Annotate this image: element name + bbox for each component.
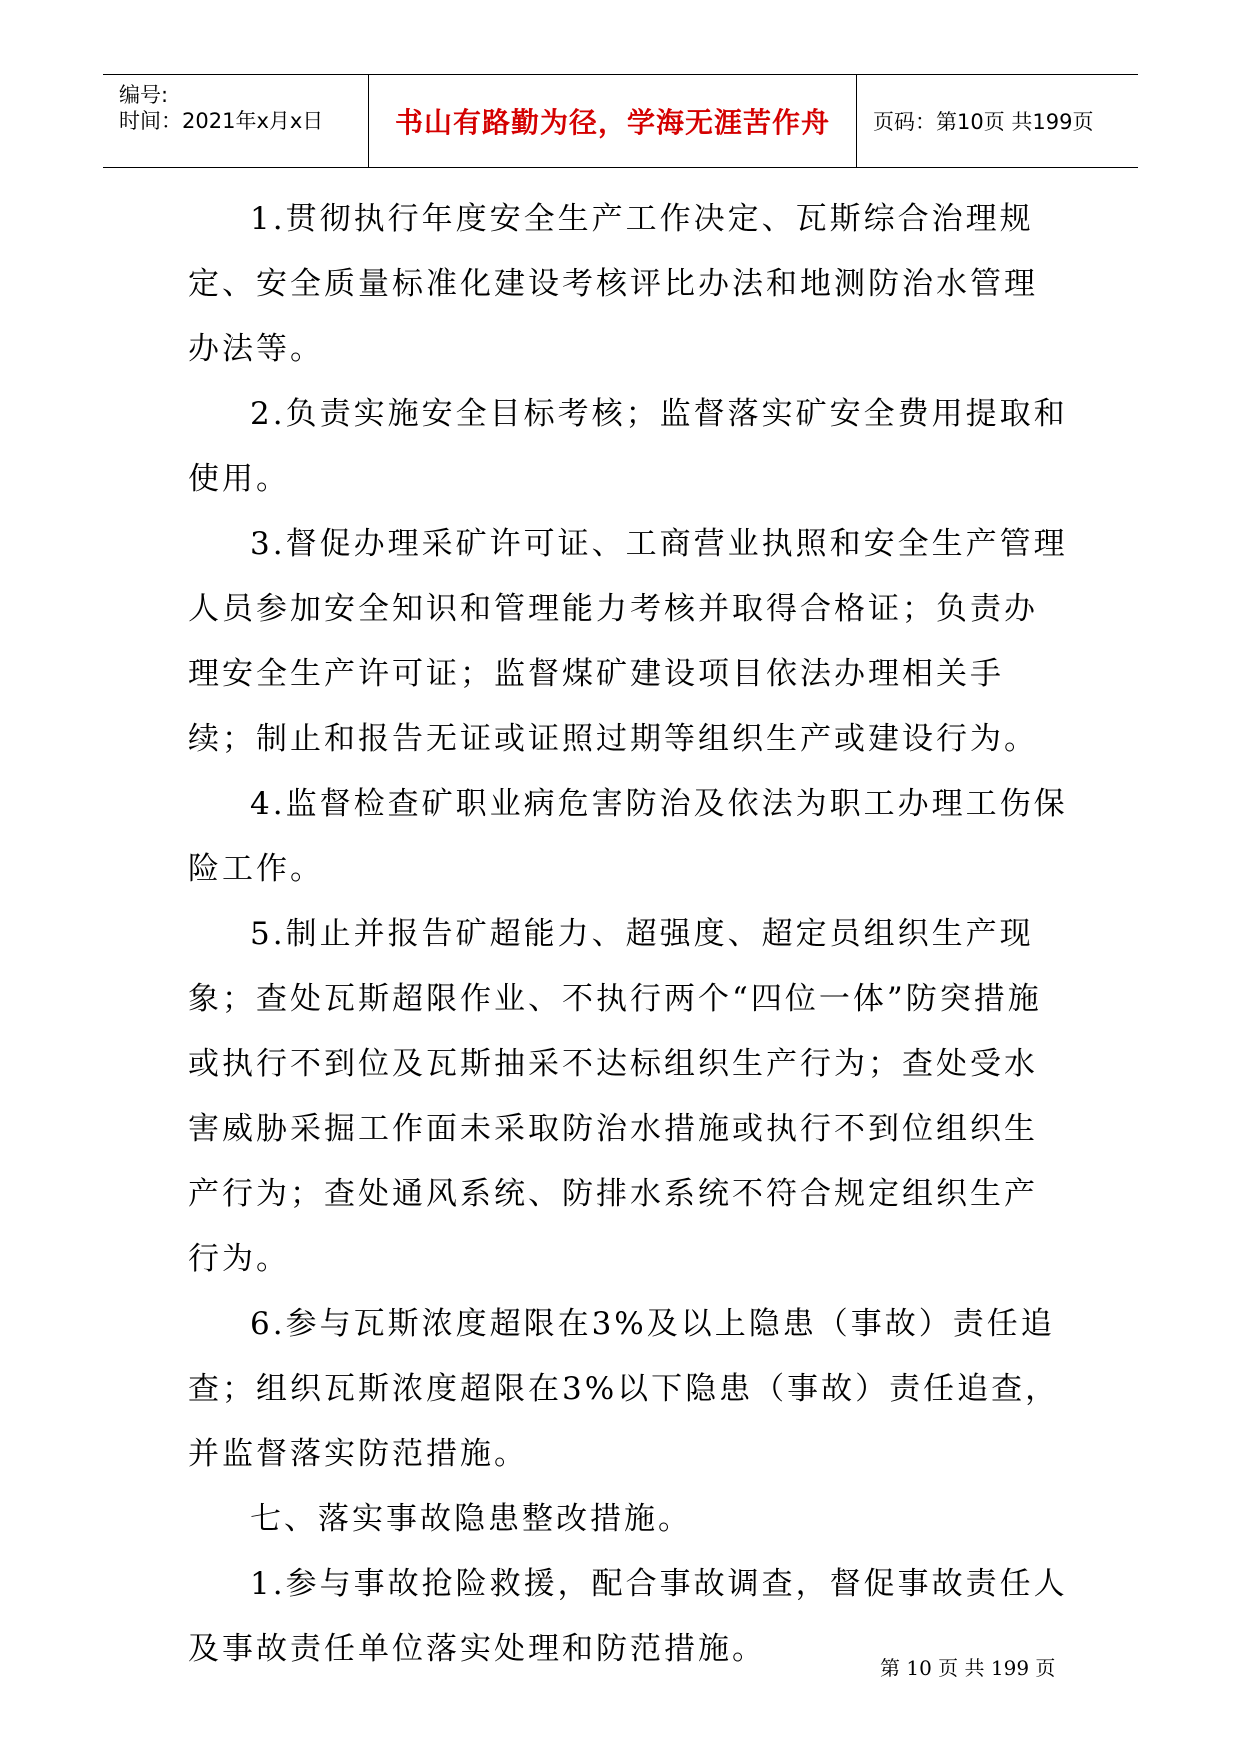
header-left-cell bbox=[103, 75, 369, 167]
paragraph: 1.参与事故抢险救援，配合事故调查，督促事故责任人及事故责任单位落实处理和防范措施。 bbox=[188, 1566, 1068, 1667]
header-page-info: 页码：第10页 共199页 bbox=[873, 110, 1094, 134]
header-motto: 书山有路勤为径，学海无涯苦作舟 bbox=[394, 106, 830, 139]
section-heading: 七、落实事故隐患整改措施。 bbox=[250, 1501, 692, 1537]
body-text bbox=[188, 187, 1068, 1682]
paragraph: 4.监督检查矿职业病危害防治及依法为职工办理工伤保险工作。 bbox=[188, 786, 1068, 887]
paragraph: 3.督促办理采矿许可证、工商营业执照和安全生产管理人员参加安全知识和管理能力考核并取得合格证；负责办理安全生产许可证；监督煤矿建设项目依法办理相关手续；制止和报告无证或证照过期等组织生产或建设行为。 bbox=[188, 526, 1068, 757]
header-right-cell bbox=[857, 75, 1138, 167]
paragraph: 1.贯彻执行年度安全生产工作决定、瓦斯综合治理规定、安全质量标准化建设考核评比办法和地测防治水管理办法等。 bbox=[188, 201, 1038, 367]
time-label: 时间：2021年x月x日 bbox=[119, 109, 324, 133]
paragraph: 6.参与瓦斯浓度超限在3%及以上隐患（事故）责任追查；组织瓦斯浓度超限在3%以下隐患（事故）责任追查，并监督落实防范措施。 bbox=[188, 1306, 1060, 1472]
paragraph: 5.制止并报告矿超能力、超强度、超定员组织生产现象；查处瓦斯超限作业、不执行两个“四位一体”防突措施或执行不到位及瓦斯抽采不达标组织生产行为；查处受水害威胁采掘工作面未采取防治水措施或执行不到位组织生产行为；查处通风系统、防排水系统不符合规定组织生产行为。 bbox=[188, 916, 1042, 1277]
header-table bbox=[103, 74, 1138, 168]
paragraph: 2.负责实施安全目标考核；监督落实矿安全费用提取和使用。 bbox=[188, 396, 1068, 497]
header-center-cell bbox=[369, 75, 857, 167]
page-footer: 第 10 页 共 199 页 bbox=[880, 1656, 1056, 1680]
number-label: 编号: bbox=[119, 83, 169, 107]
